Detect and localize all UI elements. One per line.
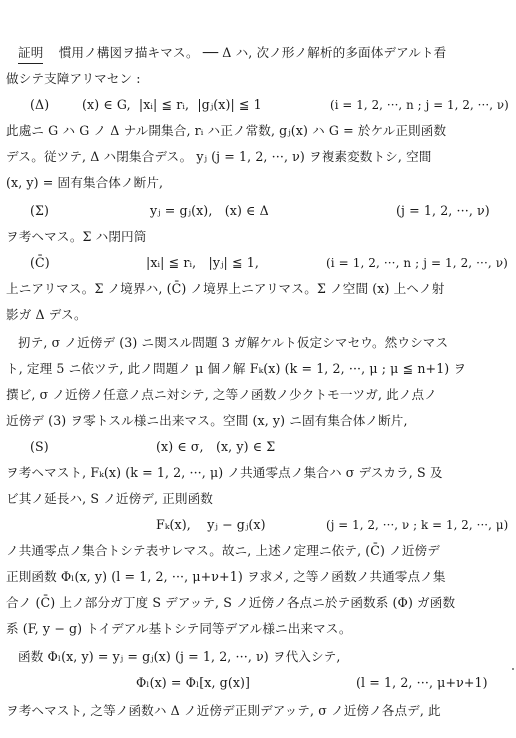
formula-line: [0, 199, 516, 223]
index-range: (j = 1, 2, ···, ν): [396, 203, 490, 218]
paragraph-text: ヲ考ヘマス。Σ ハ閉円筒: [6, 229, 147, 244]
formula: yⱼ = gⱼ(x), (x) ∈ Δ: [150, 203, 269, 218]
index-range: (i = 1, 2, ···, n ; j = 1, 2, ···, ν): [326, 256, 508, 270]
paragraph-text: ヲ考ヘマスト, 之等ノ函数ハ Δ ノ近傍デ正則デアッテ, σ ノ近傍ノ各点デ, 此: [6, 703, 441, 718]
formula-label: (Δ): [30, 97, 50, 112]
text-line: [0, 645, 516, 669]
text-line: [0, 565, 516, 589]
speck-mark: [512, 668, 514, 670]
formula-line: [0, 671, 516, 695]
text-line: [0, 461, 516, 485]
paragraph-text: 系 (F, y − g) トイデアル基トシテ同等デアル様ニ出来マス。: [6, 621, 352, 636]
paragraph-text: 影ガ Δ デス。: [6, 307, 87, 322]
text-line: [0, 277, 516, 301]
paragraph-text: 正則函数 Φₗ(x, y) (l = 1, 2, ···, μ+ν+1) ヲ求メ, 之等ノ函数ノ共通零点ノ集: [6, 569, 446, 584]
text-line: [0, 383, 516, 407]
formula: Fₖ(x), yⱼ − gⱼ(x): [156, 517, 266, 532]
formula-label: (Σ): [30, 203, 50, 218]
text-line: [0, 41, 516, 65]
paragraph-text: ビ其ノ延長ハ, S ノ近傍デ, 正則函数: [6, 491, 213, 506]
paragraph-text: 合ノ (C̄) 上ノ部分ガ丁度 S デアッテ, S ノ近傍ノ各点ニ於テ函数系 (Φ) ガ函数: [6, 595, 456, 610]
text-line: [0, 145, 516, 169]
paragraph-text: デス。従ツテ, Δ ハ閉集合デス。 yⱼ (j = 1, 2, ···, ν) ヲ複素変数トシ, 空間: [6, 149, 432, 164]
paragraph-text: ヲ考ヘマスト, Fₖ(x) (k = 1, 2, ···, μ) ノ共通零点ノ集合ハ σ デスカラ, S 及: [6, 465, 443, 480]
paragraph-text: ノ共通零点ノ集合トシテ表サレマス。故ニ, 上述ノ定理ニ依テ, (C̄) ノ近傍デ: [6, 543, 440, 558]
paragraph-text: 上ニアリマス。Σ ノ境界ハ, (C̄) ノ境界上ニアリマス。Σ ノ空間 (x) 上ヘノ射: [6, 281, 445, 296]
text-line: [0, 331, 516, 355]
formula-line: [0, 251, 516, 275]
paragraph-text: 此處ニ G ハ G ノ Δ ナル開集合, rᵢ ハ正ノ常数, gⱼ(x) ハ G = 於ケル正則函数: [6, 123, 447, 138]
formula-label: (C̄): [30, 255, 50, 270]
paragraph-text: (x, y) = 固有集合体ノ断片,: [6, 175, 164, 190]
formula-line: [0, 93, 516, 117]
text-line: [0, 591, 516, 615]
index-range: (i = 1, 2, ···, n ; j = 1, 2, ···, ν): [330, 98, 509, 112]
paragraph-text: 近傍デ (3) ヲ零トスル様ニ出来マス。空間 (x, y) ニ固有集合体ノ断片,: [6, 413, 408, 428]
paragraph-text: 慣用ノ構図ヲ描キマス。 ── Δ ハ, 次ノ形ノ解析的多面体デアルト看: [46, 45, 447, 60]
paragraph-text: 撰ビ, σ ノ近傍ノ任意ノ点ニ対シテ, 之等ノ函数ノ少クトモ一ツガ, 此ノ点ノ: [6, 387, 437, 402]
proof-heading: 証明: [18, 43, 43, 64]
formula: |xᵢ| ≦ rᵢ, |yⱼ| ≦ 1,: [146, 255, 259, 270]
paragraph-text: ト, 定理 5 ニ依ツテ, 此ノ問題ノ μ 個ノ解 Fₖ(x) (k = 1, 2, ···, μ ; μ ≦ n+1) ヲ: [6, 361, 467, 376]
formula: Φₗ(x) = Φₗ[x, g(x)]: [136, 675, 251, 690]
index-range: (j = 1, 2, ···, ν ; k = 1, 2, ···, μ): [326, 518, 509, 532]
paragraph-text: 做シテ支障アリマセン :: [6, 71, 141, 86]
formula: (x) ∈ σ, (x, y) ∈ Σ: [156, 439, 276, 454]
formula-line: [0, 513, 516, 537]
text-line: [0, 67, 516, 91]
text-line: [0, 303, 516, 327]
text-line: [0, 617, 516, 641]
index-range: (l = 1, 2, ···, μ+ν+1): [356, 675, 488, 690]
paragraph-text: 扨テ, σ ノ近傍デ (3) ニ関スル問題 3 ガ解ケルト仮定シマセウ。然ウシマス: [18, 335, 449, 350]
text-line: [0, 357, 516, 381]
text-line: [0, 539, 516, 563]
text-line: [0, 409, 516, 433]
paragraph-text: 函数 Φₗ(x, y) = yⱼ = gⱼ(x) (j = 1, 2, ···, ν) ヲ代入シテ,: [18, 649, 341, 664]
text-line: [0, 171, 516, 195]
text-line: [0, 225, 516, 249]
text-line: [0, 699, 516, 723]
formula-line: [0, 435, 516, 459]
formula-label: (S): [30, 439, 49, 454]
formula: (x) ∈ G, |xᵢ| ≦ rᵢ, |gⱼ(x)| ≦ 1: [82, 97, 262, 112]
text-line: [0, 119, 516, 143]
text-line: [0, 487, 516, 511]
